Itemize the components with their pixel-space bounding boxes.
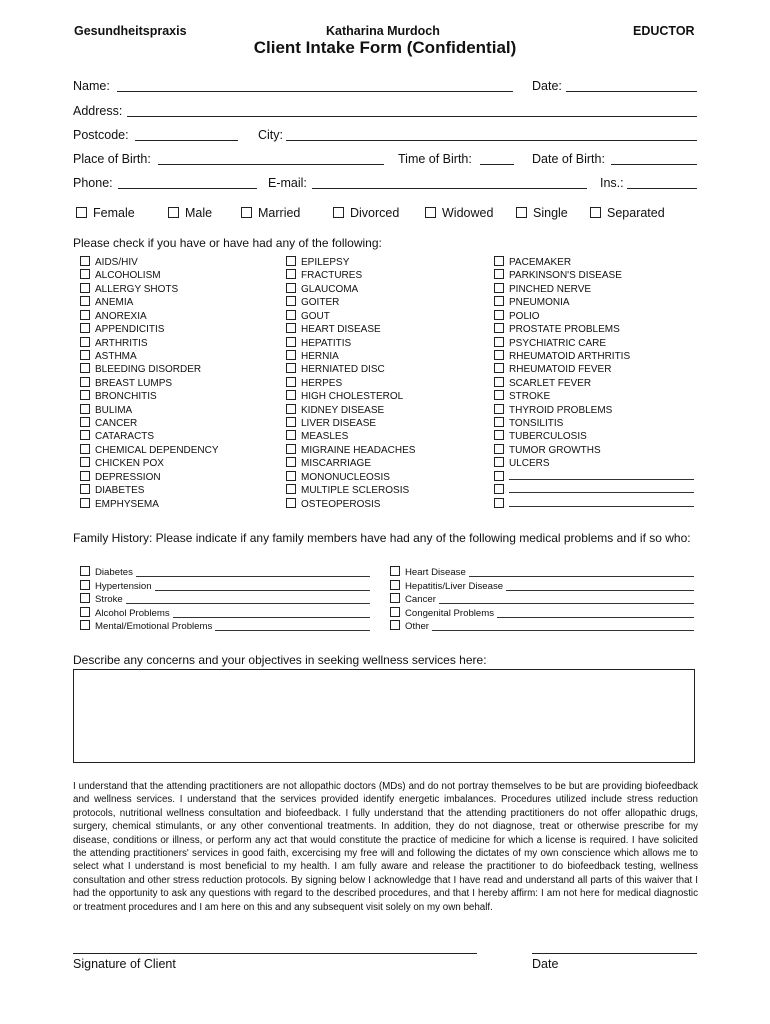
checkbox[interactable]	[390, 593, 400, 603]
family-member-field[interactable]	[155, 590, 370, 591]
checkbox[interactable]	[494, 390, 504, 400]
checkbox[interactable]	[286, 430, 296, 440]
condition-item[interactable]: CHEMICAL DEPENDENCY	[80, 444, 219, 457]
checkbox[interactable]	[286, 498, 296, 508]
status-widowed[interactable]: Widowed	[425, 206, 493, 220]
checkbox[interactable]	[494, 471, 504, 481]
condition-item[interactable]: GOITER	[286, 296, 339, 309]
condition-item[interactable]: APPENDICITIS	[80, 323, 164, 336]
condition-item[interactable]: HERNIA	[286, 350, 339, 363]
checkbox[interactable]	[168, 207, 179, 218]
condition-item[interactable]: TUBERCULOSIS	[494, 430, 587, 443]
checkbox[interactable]	[80, 484, 90, 494]
condition-item[interactable]: MISCARRIAGE	[286, 457, 371, 470]
condition-item[interactable]: BLEEDING DISORDER	[80, 363, 201, 376]
checkbox[interactable]	[494, 296, 504, 306]
phone-field[interactable]	[118, 188, 257, 189]
family-member-field[interactable]	[506, 590, 694, 591]
condition-item[interactable]: FRACTURES	[286, 269, 362, 282]
condition-item[interactable]: PNEUMONIA	[494, 296, 570, 309]
condition-item[interactable]: DEPRESSION	[80, 471, 161, 484]
family-history-item[interactable]: Stroke	[80, 593, 123, 607]
signature-date-label: Date	[532, 957, 559, 971]
family-history-heading: Family History: Please indicate if any family members have had any of the following medical problems and if so who:	[73, 531, 691, 545]
checkbox[interactable]	[494, 417, 504, 427]
condition-item[interactable]: MIGRAINE HEADACHES	[286, 444, 415, 457]
condition-other-field[interactable]	[509, 484, 694, 493]
practice-name: Gesundheitspraxis	[74, 24, 187, 38]
checkbox[interactable]	[80, 350, 90, 360]
condition-item[interactable]: CHICKEN POX	[80, 457, 164, 470]
checkbox[interactable]	[286, 350, 296, 360]
checkbox[interactable]	[390, 580, 400, 590]
condition-other-blank[interactable]	[494, 471, 694, 484]
condition-item[interactable]: BULIMA	[80, 404, 132, 417]
condition-item[interactable]: ANEMIA	[80, 296, 133, 309]
condition-item[interactable]: STROKE	[494, 390, 550, 403]
family-history-item[interactable]: Congenital Problems	[390, 607, 494, 621]
place-of-birth-label: Place of Birth:	[73, 152, 151, 166]
checkbox[interactable]	[286, 390, 296, 400]
family-member-field[interactable]	[126, 603, 370, 604]
condition-other-blank[interactable]	[494, 484, 694, 497]
condition-item[interactable]: ANOREXIA	[80, 310, 147, 323]
family-member-field[interactable]	[215, 630, 370, 631]
checkbox[interactable]	[76, 207, 87, 218]
checkbox[interactable]	[80, 390, 90, 400]
city-field[interactable]	[286, 140, 697, 141]
checkbox[interactable]	[286, 377, 296, 387]
signature-date-field[interactable]	[532, 953, 697, 954]
condition-item[interactable]: RHEUMATOID ARTHRITIS	[494, 350, 630, 363]
family-member-field[interactable]	[432, 630, 694, 631]
family-member-field[interactable]	[497, 617, 694, 618]
condition-item[interactable]: PACEMAKER	[494, 256, 571, 269]
checkbox[interactable]	[80, 296, 90, 306]
checkbox[interactable]	[494, 377, 504, 387]
family-member-field[interactable]	[173, 617, 370, 618]
condition-item[interactable]: HEPATITIS	[286, 337, 351, 350]
condition-item[interactable]: PARKINSON'S DISEASE	[494, 269, 622, 282]
condition-item[interactable]: HIGH CHOLESTEROL	[286, 390, 403, 403]
family-member-field[interactable]	[469, 576, 694, 577]
checkbox[interactable]	[80, 444, 90, 454]
condition-other-blank[interactable]	[494, 498, 694, 511]
status-female[interactable]: Female	[76, 206, 135, 220]
checkbox[interactable]	[241, 207, 252, 218]
checkbox[interactable]	[286, 337, 296, 347]
checkbox[interactable]	[494, 484, 504, 494]
family-history-item[interactable]: Diabetes	[80, 566, 133, 580]
checkbox[interactable]	[494, 269, 504, 279]
status-single[interactable]: Single	[516, 206, 568, 220]
checkbox[interactable]	[494, 404, 504, 414]
city-label: City:	[258, 128, 283, 142]
condition-other-field[interactable]	[509, 471, 694, 480]
concerns-textarea[interactable]	[73, 669, 695, 763]
family-history-item[interactable]: Cancer	[390, 593, 436, 607]
condition-item[interactable]: MONONUCLEOSIS	[286, 471, 390, 484]
date-field[interactable]	[566, 91, 697, 92]
email-label: E-mail:	[268, 176, 307, 190]
checkbox[interactable]	[390, 620, 400, 630]
time-of-birth-field[interactable]	[480, 164, 514, 165]
condition-other-field[interactable]	[509, 498, 694, 507]
family-history-item[interactable]: Hypertension	[80, 580, 152, 594]
condition-item[interactable]: CANCER	[80, 417, 137, 430]
checkbox[interactable]	[80, 337, 90, 347]
condition-item[interactable]: ALCOHOLISM	[80, 269, 161, 282]
family-history-item[interactable]: Heart Disease	[390, 566, 466, 580]
checkbox[interactable]	[286, 484, 296, 494]
condition-item[interactable]: KIDNEY DISEASE	[286, 404, 384, 417]
condition-item[interactable]: BRONCHITIS	[80, 390, 157, 403]
family-history-item[interactable]: Mental/Emotional Problems	[80, 620, 212, 634]
checkbox[interactable]	[80, 323, 90, 333]
date-label: Date:	[532, 79, 562, 93]
address-label: Address:	[73, 104, 123, 118]
condition-item[interactable]: BREAST LUMPS	[80, 377, 172, 390]
family-member-field[interactable]	[136, 576, 370, 577]
checkbox[interactable]	[494, 498, 504, 508]
status-male[interactable]: Male	[168, 206, 212, 220]
checkbox[interactable]	[80, 269, 90, 279]
condition-item[interactable]: HEART DISEASE	[286, 323, 381, 336]
checkbox[interactable]	[80, 417, 90, 427]
conditions-heading: Please check if you have or have had any of the following:	[73, 236, 382, 250]
checkbox[interactable]	[80, 471, 90, 481]
checkbox[interactable]	[80, 566, 90, 576]
condition-item[interactable]: OSTEOPEROSIS	[286, 498, 380, 511]
client-signature-field[interactable]	[73, 953, 477, 954]
brand-name: EDUCTOR	[633, 24, 695, 38]
condition-item[interactable]: EMPHYSEMA	[80, 498, 159, 511]
checkbox[interactable]	[494, 444, 504, 454]
postcode-label: Postcode:	[73, 128, 129, 142]
condition-item[interactable]: GLAUCOMA	[286, 283, 358, 296]
condition-item[interactable]: THYROID PROBLEMS	[494, 404, 612, 417]
checkbox[interactable]	[425, 207, 436, 218]
condition-item[interactable]: TUMOR GROWTHS	[494, 444, 601, 457]
condition-item[interactable]: DIABETES	[80, 484, 144, 497]
checkbox[interactable]	[80, 430, 90, 440]
condition-item[interactable]: ULCERS	[494, 457, 550, 470]
postcode-field[interactable]	[135, 140, 238, 141]
condition-item[interactable]: PSYCHIATRIC CARE	[494, 337, 606, 350]
checkbox[interactable]	[333, 207, 344, 218]
checkbox[interactable]	[80, 580, 90, 590]
checkbox[interactable]	[286, 471, 296, 481]
name-field[interactable]	[117, 91, 513, 92]
checkbox[interactable]	[494, 363, 504, 373]
condition-item[interactable]: SCARLET FEVER	[494, 377, 591, 390]
checkbox[interactable]	[590, 207, 601, 218]
checkbox[interactable]	[494, 256, 504, 266]
insurance-field[interactable]	[627, 188, 697, 189]
time-of-birth-label: Time of Birth:	[398, 152, 472, 166]
place-of-birth-field[interactable]	[158, 164, 384, 165]
address-field[interactable]	[127, 116, 697, 117]
checkbox[interactable]	[494, 283, 504, 293]
name-label: Name:	[73, 79, 110, 93]
condition-item[interactable]: GOUT	[286, 310, 330, 323]
status-separated[interactable]: Separated	[590, 206, 665, 220]
checkbox[interactable]	[494, 457, 504, 467]
checkbox[interactable]	[494, 350, 504, 360]
status-divorced[interactable]: Divorced	[333, 206, 399, 220]
checkbox[interactable]	[80, 256, 90, 266]
family-history-item[interactable]: Hepatitis/Liver Disease	[390, 580, 503, 594]
waiver-text: I understand that the attending practitioners are not allopathic doctors (MDs) and do not portray themselves to be but are providing biofeedback and wellness services. I understand that the services provided identify energetic imbalances. Procedures utilized include stress reduction protocols, nutritional wellness consultation and biofeedback. I fully understand that the attending practitioners do not offer allopathic drugs, surgery, chemical stimulants, or any other conventional treatments. In addition, they do not diagnose, treat or otherwise prescribe for my disease, conditions or illness, or perform any act that would constitute the practice of medicine for which a license is required. I have solicited the attending practitioners' services in good faith, excercising my free will and following the dictates of my own conscience which allows me to select what I understand is most beneficial to my health. I am fully aware and release the practitioner to do biofeedback testing, wellness consultation and other stress reduction protocols. By signing below I acknowledge that I have read and understand all parts of this waiver that I had the opportunity to ask any questions with regard to the described procedures, and that I hereby affirm: I am not here for medical diagnostic or treatment procedures and I am here on this and any subsequent visit solely on my own behalf.	[73, 781, 698, 913]
date-of-birth-label: Date of Birth:	[532, 152, 605, 166]
checkbox[interactable]	[286, 310, 296, 320]
signature-label: Signature of Client	[73, 957, 176, 971]
checkbox[interactable]	[286, 457, 296, 467]
condition-item[interactable]: MULTIPLE SCLEROSIS	[286, 484, 409, 497]
condition-item[interactable]: RHEUMATOID FEVER	[494, 363, 611, 376]
checkbox[interactable]	[286, 404, 296, 414]
email-field[interactable]	[312, 188, 587, 189]
condition-item[interactable]: EPILEPSY	[286, 256, 349, 269]
practitioner-name: Katharina Murdoch	[326, 24, 440, 38]
checkbox[interactable]	[80, 363, 90, 373]
checkbox[interactable]	[80, 620, 90, 630]
date-of-birth-field[interactable]	[611, 164, 697, 165]
condition-item[interactable]: ARTHRITIS	[80, 337, 148, 350]
checkbox[interactable]	[286, 269, 296, 279]
checkbox[interactable]	[286, 296, 296, 306]
condition-item[interactable]: AIDS/HIV	[80, 256, 138, 269]
checkbox[interactable]	[80, 457, 90, 467]
checkbox[interactable]	[80, 310, 90, 320]
insurance-label: Ins.:	[600, 176, 624, 190]
checkbox[interactable]	[494, 430, 504, 440]
checkbox[interactable]	[494, 323, 504, 333]
condition-item[interactable]: CATARACTS	[80, 430, 154, 443]
condition-item[interactable]: MEASLES	[286, 430, 348, 443]
checkbox[interactable]	[390, 607, 400, 617]
phone-label: Phone:	[73, 176, 113, 190]
checkbox[interactable]	[494, 337, 504, 347]
checkbox[interactable]	[286, 323, 296, 333]
condition-item[interactable]: POLIO	[494, 310, 540, 323]
condition-item[interactable]: PROSTATE PROBLEMS	[494, 323, 620, 336]
checkbox[interactable]	[494, 310, 504, 320]
condition-item[interactable]: ASTHMA	[80, 350, 137, 363]
concerns-label: Describe any concerns and your objectives in seeking wellness services here:	[73, 653, 487, 667]
checkbox[interactable]	[286, 283, 296, 293]
checkbox[interactable]	[80, 404, 90, 414]
condition-item[interactable]: PINCHED NERVE	[494, 283, 591, 296]
condition-item[interactable]: TONSILITIS	[494, 417, 563, 430]
form-title: Client Intake Form (Confidential)	[253, 38, 517, 57]
condition-item[interactable]: LIVER DISEASE	[286, 417, 376, 430]
checkbox[interactable]	[286, 363, 296, 373]
checkbox[interactable]	[80, 283, 90, 293]
checkbox[interactable]	[390, 566, 400, 576]
checkbox[interactable]	[80, 377, 90, 387]
checkbox[interactable]	[286, 417, 296, 427]
checkbox[interactable]	[80, 607, 90, 617]
family-history-item[interactable]: Other	[390, 620, 429, 634]
condition-item[interactable]: HERNIATED DISC	[286, 363, 385, 376]
family-member-field[interactable]	[439, 603, 694, 604]
checkbox[interactable]	[286, 444, 296, 454]
condition-item[interactable]: ALLERGY SHOTS	[80, 283, 178, 296]
checkbox[interactable]	[80, 593, 90, 603]
checkbox[interactable]	[286, 256, 296, 266]
checkbox[interactable]	[516, 207, 527, 218]
status-married[interactable]: Married	[241, 206, 300, 220]
checkbox[interactable]	[80, 498, 90, 508]
condition-item[interactable]: HERPES	[286, 377, 342, 390]
family-history-item[interactable]: Alcohol Problems	[80, 607, 170, 621]
